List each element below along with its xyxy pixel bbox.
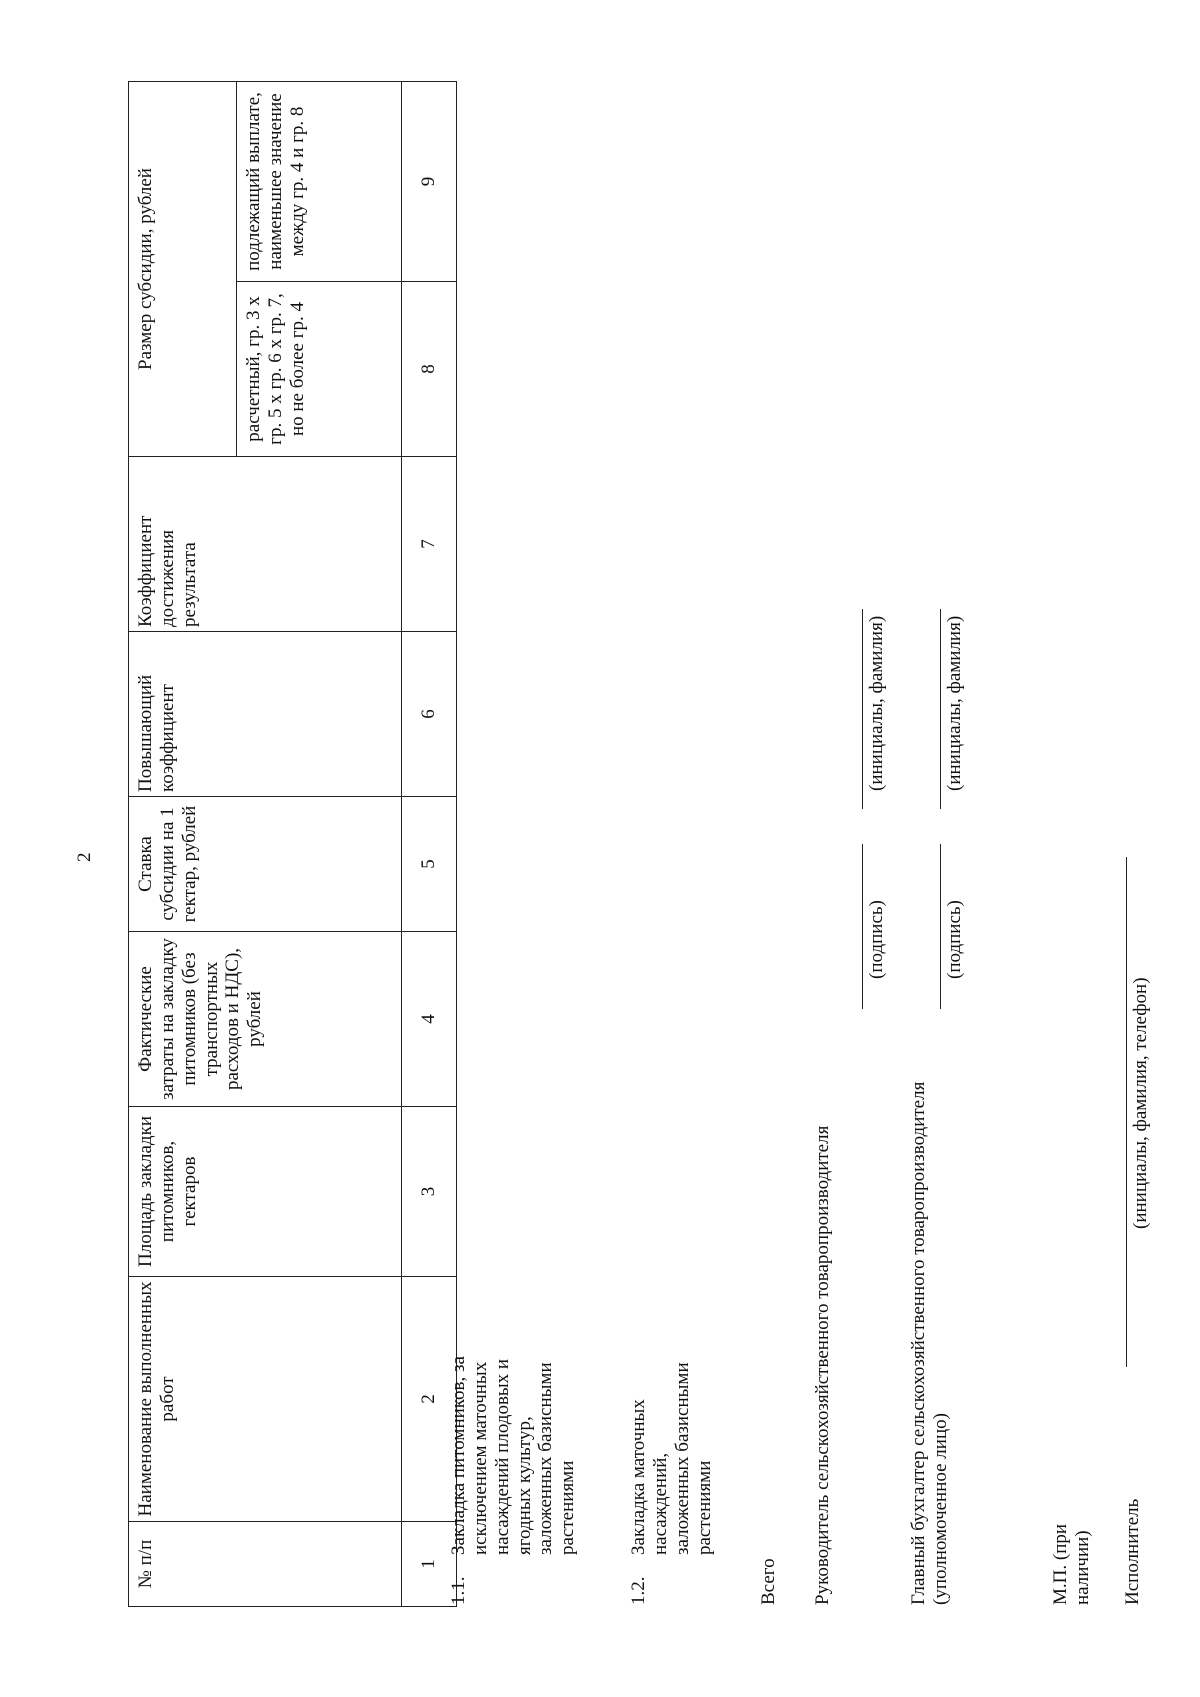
header-col9: подлежащий выплате, наименьшее значение между гр. 4 и гр. 8 [237,81,402,281]
executor-line [1126,857,1127,1367]
row-text: Закладка маточных насаждений, заложенных базисными растениями [628,1362,715,1555]
col-number-2: 2 [402,1277,457,1522]
header-col5: Ставка субсидии на 1 гектар, рублей [129,797,402,932]
head-signature-caption: (подпись) [866,900,887,979]
row-number: 1.1. [448,1576,469,1605]
header-col1: № п/п [129,1522,402,1607]
head-name-caption: (инициалы, фамилия) [866,615,887,791]
col-number-7: 7 [402,457,457,632]
page-number: 2 [74,852,95,862]
col-number-3: 3 [402,1107,457,1277]
row-text: Закладка питомников, за исключением маточных насаждений плодовых и ягодных культур, заложенных базисными растениями [448,1356,579,1555]
total-label: Всего [758,1558,779,1605]
header-col6: Повышающий коэффициент [129,632,402,797]
header-col8: расчетный, гр. 3 х гр. 5 х гр. 6 х гр. 7, но не более гр. 4 [237,282,402,457]
accountant-signature-caption: (подпись) [944,900,965,979]
head-name-line [862,609,863,809]
accountant-label: Главный бухгалтер сельскохозяйственного товаропроизводителя (уполномоченное лицо) [908,1081,951,1605]
header-col2: Наименование выполненных работ [129,1277,402,1522]
subsidy-table [128,81,457,1607]
accountant-name-caption: (инициалы, фамилия) [944,615,965,791]
accountant-name-line [940,609,941,809]
executor-label: Исполнитель [1122,1498,1143,1605]
col-number-8: 8 [402,282,457,457]
header-col3: Площадь закладки питомников, гектаров [129,1107,402,1277]
head-label: Руководитель сельскохозяйственного товаропроизводителя [812,1125,833,1605]
head-signature-line [862,844,863,1009]
col-number-6: 6 [402,632,457,797]
header-col7: Коэффициент достижения результата [129,457,402,632]
executor-caption: (инициалы, фамилия, телефон) [1130,977,1151,1229]
col-number-1: 1 [402,1522,457,1607]
col-number-5: 5 [402,797,457,932]
col-number-4: 4 [402,932,457,1107]
col-number-9: 9 [402,81,457,281]
header-subsidy-group: Размер субсидии, рублей [129,81,237,456]
row-number: 1.2. [628,1576,649,1605]
accountant-signature-line [940,844,941,1009]
stamp-label: М.П. (при наличии) [1050,1523,1093,1605]
header-col4: Фактические затраты на закладку питомников (без транспортных расходов и НДС), рублей [129,932,402,1107]
